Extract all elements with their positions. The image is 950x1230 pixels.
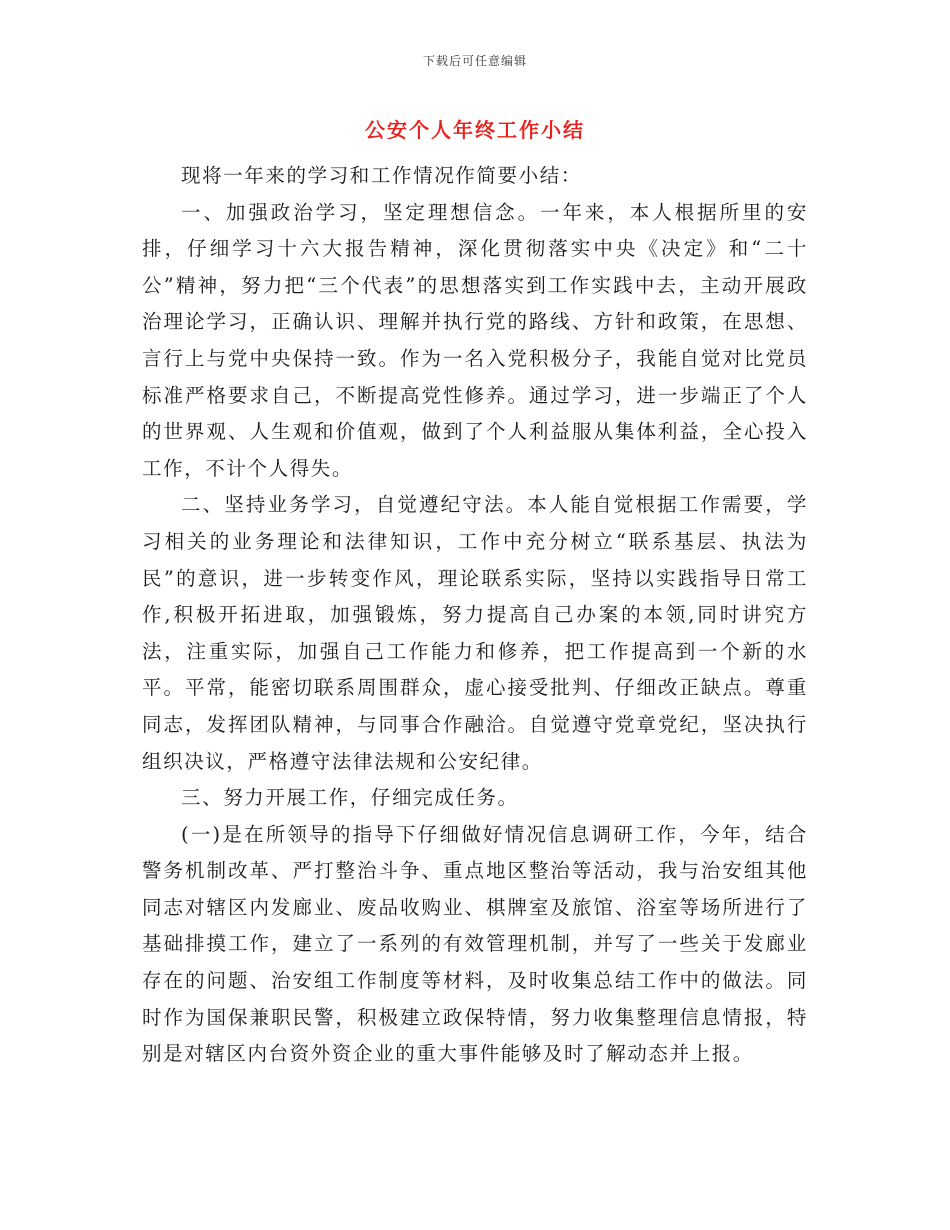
- paragraph-section-3-heading: 三、努力开展工作，仔细完成任务。: [181, 786, 519, 810]
- document-title: 公安个人年终工作小结: [365, 118, 585, 142]
- paragraph-section-1: 一、加强政治学习，坚定理想信念。一年来，本人根据所里的安排，仔细学习十六大报告精神，深化贯彻落实中央《决定》和“二十公”精神，努力把“三个代表”的思想落实到工作实践中去，主动开展政治理论学习，正确认识、理解并执行党的路线、方针和政策，在思想、言行上与党中央保持一致。作为一名入党积极分子，我能自觉对比党员标准严格要求自己，不断提高党性修养。通过学习，进一步端正了个人的世界观、人生观和价值观，做到了个人利益服从集体利益，全心投入工作，不计个人得失。: [142, 200, 808, 480]
- paragraph-section-2: 二、坚持业务学习，自觉遵纪守法。本人能自觉根据工作需要，学习相关的业务理论和法律知识，工作中充分树立“联系基层、执法为民”的意识，进一步转变作风，理论联系实际，坚持以实践指导日常工作,积极开拓进取，加强锻炼，努力提高自己办案的本领,同时讲究方法，注重实际，加强自己工作能力和修养，把工作提高到一个新的水平。平常，能密切联系周围群众，虚心接受批判、仔细改正缺点。尊重同志，发挥团队精神，与同事合作融洽。自觉遵守党章党纪，坚决执行组织决议，严格遵守法律法规和公安纪律。: [142, 493, 808, 773]
- paragraph-section-3-item-1: (一)是在所领导的指导下仔细做好情况信息调研工作，今年，结合警务机制改革、严打整治斗争、重点地区整治等活动，我与治安组其他同志对辖区内发廊业、废品收购业、棋牌室及旅馆、浴室等场所进行了基础排摸工作，建立了一系列的有效管理机制，并写了一些关于发廊业存在的问题、治安组工作制度等材料，及时收集总结工作中的做法。同时作为国保兼职民警，积极建立政保特情，努力收集整理信息情报，特别是对辖区内台资外资企业的重大事件能够及时了解动态并上报。: [142, 822, 808, 1066]
- paragraph-intro: 现将一年来的学习和工作情况作简要小结：: [181, 164, 582, 187]
- header-note: 下载后可任意编辑: [422, 54, 527, 68]
- document-body: [142, 158, 808, 1073]
